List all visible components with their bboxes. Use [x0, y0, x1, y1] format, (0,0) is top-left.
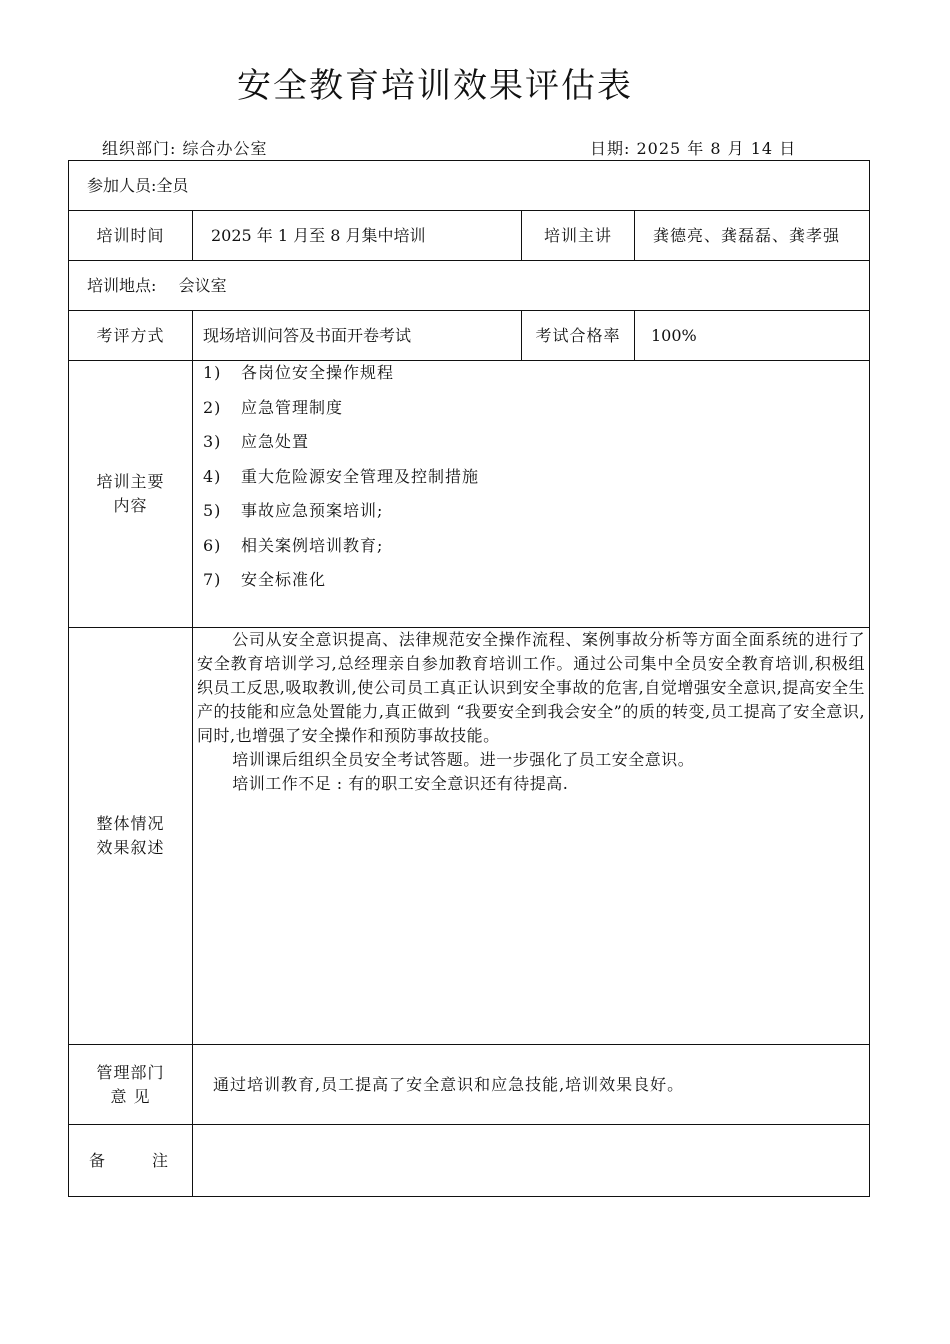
location-label: 培训地点: — [87, 275, 157, 295]
org-value: 综合办公室 — [182, 139, 268, 158]
management-label — [69, 1045, 193, 1125]
list-item: 5) 事故应急预案培训; — [203, 501, 384, 520]
content-label — [69, 361, 193, 628]
management-opinion: 通过培训教育,员工提高了安全意识和应急技能,培训效果良好。 — [193, 1045, 870, 1125]
summary-label-line2: 效果叙述 — [96, 838, 165, 857]
content-label-line1: 培训主要 — [96, 472, 165, 491]
summary-label — [69, 628, 193, 1045]
location-cell — [69, 261, 870, 311]
evaluation-value: 现场培训问答及书面开卷考试 — [193, 311, 522, 361]
training-time-label: 培训时间 — [69, 211, 193, 261]
summary-paragraph: 公司从安全意识提高、法律规范安全操作流程、案例事故分析等方面全面系统的进行了安全教育培训学习,总经理亲自参加教育培训工作。通过公司集中全员安全教育培训,积极组织员工反思,吸取教训,使公司员工真正认识到安全事故的危害,自觉增强安全意识,提高安全生产的技能和应急处置能力,真正做到 “我要安全到我会安全”的质的转变,员工提高了安全意识,同时,也增强了安全操作和预防事故技能。 — [197, 630, 866, 745]
list-item: 6) 相关案例培训教育; — [203, 535, 384, 555]
participants-row — [69, 161, 870, 211]
content-row — [69, 361, 870, 628]
management-row — [69, 1045, 870, 1125]
page-title: 安全教育培训效果评估表 — [237, 66, 633, 106]
remark-row — [69, 1125, 870, 1197]
participants-cell — [69, 161, 870, 211]
evaluation-label: 考评方式 — [69, 311, 193, 361]
summary-paragraph: 培训工作不足 : 有的职工安全意识还有待提高. — [232, 774, 569, 793]
summary-label-line1: 整体情况 — [96, 814, 165, 833]
org-department — [102, 136, 268, 159]
date-value: 2025 年 8 月 14 日 — [636, 139, 797, 158]
management-label-line1: 管理部门 — [96, 1062, 165, 1082]
org-label: 组织部门: — [102, 139, 177, 158]
summary-text — [193, 628, 870, 1045]
pass-rate-value: 100% — [635, 311, 870, 361]
training-time-value: 2025 年 1 月至 8 月集中培训 — [193, 211, 522, 261]
list-item: 3) 应急处置 — [203, 432, 310, 451]
management-label-line2: 意 见 — [110, 1086, 151, 1106]
list-item: 1) 各岗位安全操作规程 — [203, 363, 395, 382]
content-label-line2: 内容 — [113, 496, 148, 515]
list-item: 7) 安全标准化 — [203, 570, 327, 589]
pass-rate-label: 考试合格率 — [522, 311, 635, 361]
form-date — [590, 136, 796, 159]
lecturer-label: 培训主讲 — [522, 211, 635, 261]
location-row — [69, 261, 870, 311]
location-value: 会议室 — [178, 275, 227, 295]
lecturer-value: 龚德亮、龚磊磊、龚孝强 — [635, 211, 870, 261]
date-label: 日期: — [590, 139, 631, 158]
evaluation-row — [69, 311, 870, 361]
list-item: 2) 应急管理制度 — [203, 397, 344, 417]
evaluation-form-table — [68, 160, 870, 1197]
participants-value: 全员 — [156, 175, 189, 195]
summary-paragraph: 培训课后组织全员安全考试答题。进一步强化了员工安全意识。 — [232, 750, 695, 769]
list-item: 4) 重大危险源安全管理及控制措施 — [203, 466, 480, 486]
content-list — [193, 361, 870, 628]
training-time-row — [69, 211, 870, 261]
remark-label: 备 注 — [69, 1125, 193, 1197]
participants-label: 参加人员: — [87, 175, 157, 195]
remark-value — [193, 1125, 870, 1197]
summary-row — [69, 628, 870, 1045]
